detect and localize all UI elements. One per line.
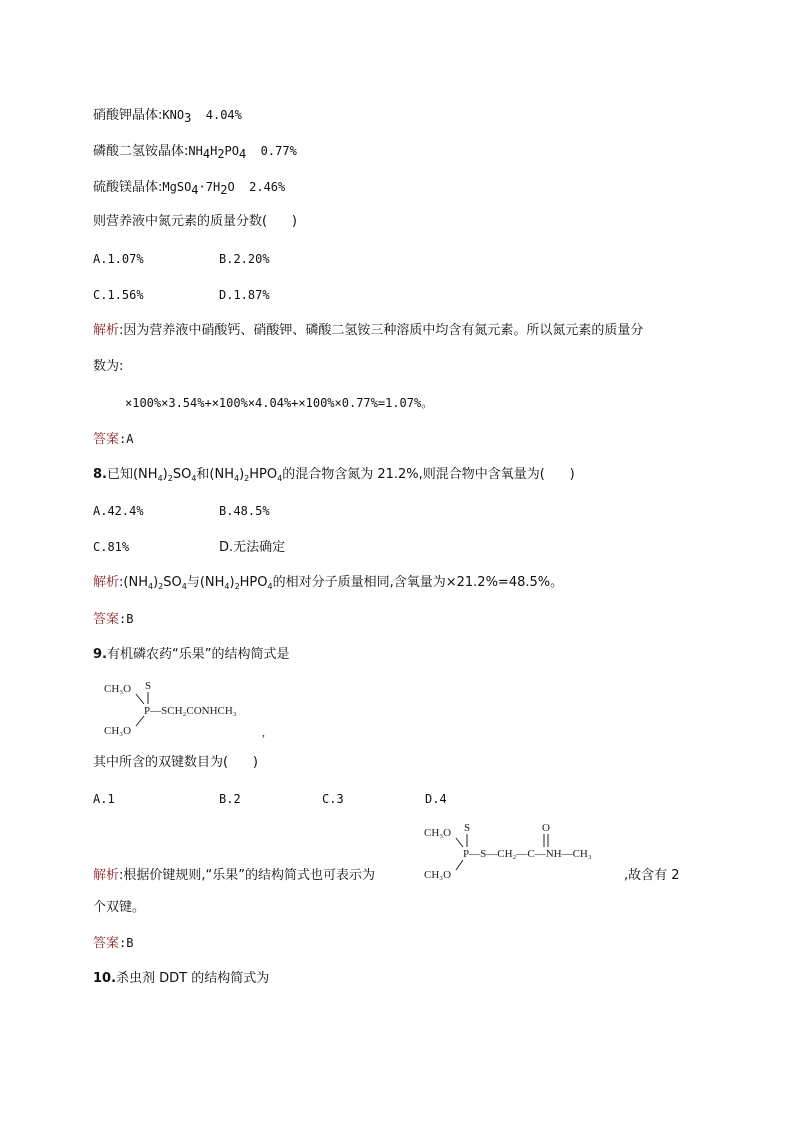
question8-number: 8. — [93, 467, 107, 482]
q7-option-c: C.1.56% — [93, 288, 144, 302]
question9-text: 9.有机磷农药“乐果”的结构简式是 — [93, 647, 290, 662]
structure1-bond-top — [136, 694, 144, 704]
structure2-ch3o-bottom: CH₃O — [424, 869, 452, 881]
q9-option-c: C.3 — [322, 792, 344, 806]
q9-answer: 答案:B — [93, 936, 134, 951]
q7-option-b: B.2.20% — [219, 252, 270, 266]
q8-options-row2 — [93, 538, 285, 557]
structure2-bond-bottom — [456, 860, 463, 870]
q7-answer: 答案:A — [93, 432, 134, 447]
q9-option-a: A.1 — [93, 792, 115, 806]
q8-option-b: B.48.5% — [219, 504, 270, 518]
q8-answer: 答案:B — [93, 612, 134, 627]
q9-question-text: 其中所含的双键数目为( ) — [93, 755, 258, 770]
q7-option-d: D.1.87% — [219, 288, 270, 302]
question10-text: 10.杀虫剂 DDT 的结构简式为 — [93, 971, 270, 986]
structure2-bond-top — [456, 838, 463, 847]
q8-answer-label: 答案 — [93, 612, 120, 627]
nh4h2po4-line: 磷酸二氢铵晶体$:NH_4H_2PO_4$ 0.77% — [93, 144, 297, 161]
q8-option-d: D.无法确定 — [219, 540, 286, 555]
q8-option-c: C.81% — [93, 540, 130, 554]
structure1-ch3o-bottom: CH₃O — [104, 725, 132, 737]
structure1-ch3o-top: CH₃O — [104, 683, 132, 695]
kno3-line: 硝酸钾晶体$:KNO_3$ 4.04% — [93, 108, 242, 125]
q7-analysis-line2: 数为: — [93, 359, 124, 374]
q9-option-d: D.4 — [425, 792, 447, 806]
q9-answer-label: 答案 — [93, 936, 120, 951]
q9-option-b: B.2 — [219, 792, 241, 806]
structure1-bond-bottom — [136, 716, 144, 726]
structure1-chain: P—SCH₂CONHCH₃ — [144, 705, 237, 717]
q7-analysis-formula: ×100%×3.54%+×100%×4.04%+×100%×0.77%=1.07%。 — [125, 396, 434, 410]
question8-text: 8.已知$(NH_4)_2SO_4$和$(NH_4)_2HPO_4$的混合物含氮为 21.2%,则混合物中含氧量为( ) — [93, 467, 575, 483]
q9-analysis-line2: 个双键。 — [93, 900, 146, 915]
structure2-ch3o-top: CH₃O — [424, 827, 452, 839]
leguo-expanded-structure — [420, 818, 630, 884]
q8-option-a: A.42.4% — [93, 504, 144, 518]
structure1-comma: , — [262, 725, 265, 739]
question7-text: 则营养液中氮元素的质量分数( ) — [93, 214, 297, 229]
q9-analysis-tail: ,故含有 2 — [624, 868, 680, 883]
mgso4-line: 硫酸镁晶体$:MgSO_4\cdot 7H_2O$ 2.46% — [93, 180, 286, 197]
structure2-chain: P—S—CH₂—C—NH—CH₃ — [463, 848, 592, 860]
structure2-o: O — [542, 822, 550, 834]
q7-options-row1 — [93, 250, 270, 268]
q7-options-row2 — [93, 286, 270, 304]
q7-analysis-label: 解析 — [93, 323, 120, 338]
q9-analysis-line1: 解析:根据价键规则,“乐果”的结构简式也可表示为 — [93, 868, 375, 883]
leguo-structure-formula — [100, 676, 290, 742]
structure2-s: S — [464, 822, 471, 834]
question10-number: 10. — [93, 971, 117, 986]
q9-analysis-label: 解析 — [93, 868, 120, 883]
structure1-s: S — [145, 680, 152, 692]
q8-analysis: 解析$:(NH_4)_2SO_4$与$(NH_4)_2HPO_4$的相对分子质量相同,含氧量为×21.2%=48.5%。 — [93, 575, 564, 591]
q7-option-a: A.1.07% — [93, 252, 144, 266]
q8-options-row1 — [93, 502, 270, 520]
q9-options — [93, 790, 447, 808]
q8-analysis-label: 解析 — [93, 575, 120, 590]
q7-analysis-line1: 解析:因为营养液中硝酸钙、硝酸钾、磷酸二氢铵三种溶质中均含有氮元素。所以氮元素的质量分 — [93, 323, 644, 338]
question9-number: 9. — [93, 647, 107, 662]
q7-answer-label: 答案 — [93, 432, 120, 447]
